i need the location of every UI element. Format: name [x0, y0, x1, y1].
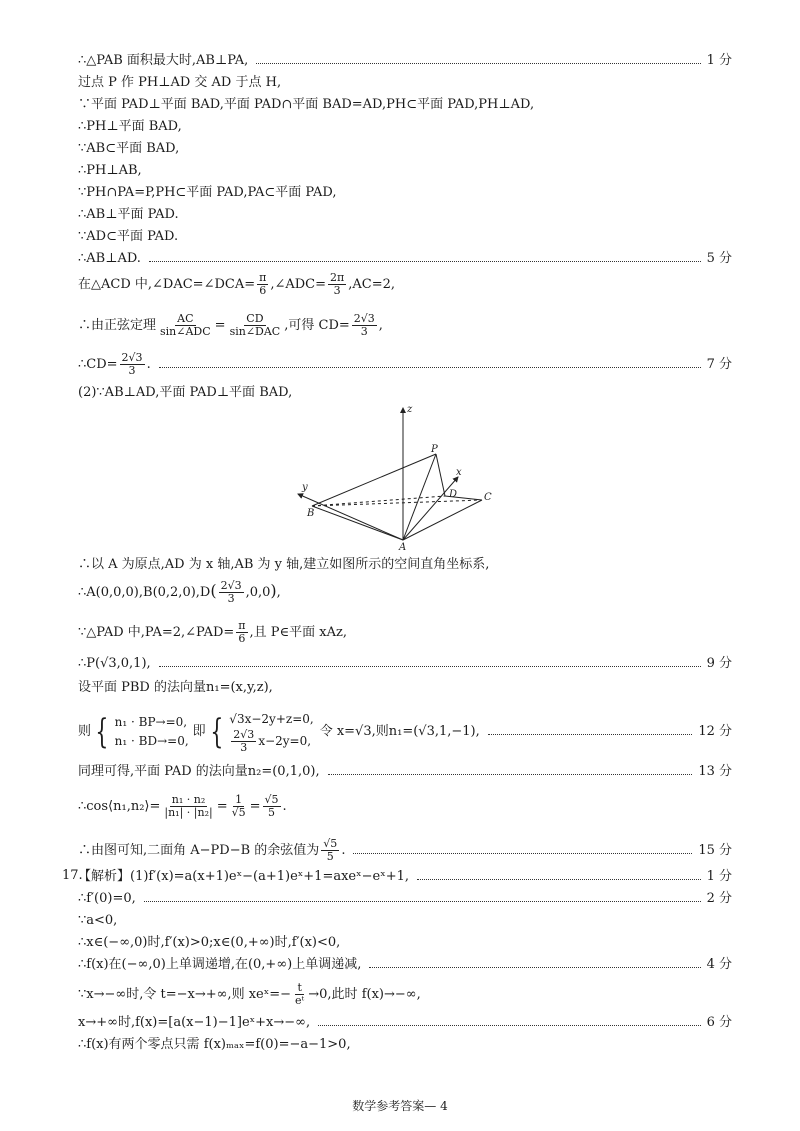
label-C: C	[484, 492, 492, 503]
score-mark: 2 分	[706, 891, 732, 906]
fraction: $\frac{1}{√5}$	[231, 793, 246, 819]
score-mark: 7 分	[706, 357, 732, 372]
line-23: ∴由图可知,二面角 A−PD−B 的余弦值为 $\frac{√5}{5}$ . 15 分	[78, 837, 732, 863]
line-29: ∵x→−∞时,令 t=−x→+∞,则 xeˣ=− $\frac{t}{\text{eᵗ}}$ →0,此时 f(x)→−∞,	[78, 981, 421, 1007]
line-30: x→+∞时,f(x)=[a(x−1)−1]eˣ+x→−∞, 6 分	[78, 1015, 732, 1030]
label-D: D	[449, 489, 458, 500]
score-mark: 1 分	[706, 53, 732, 68]
fraction: $\frac{AC}{\text{sin∠ADC}}$	[160, 312, 211, 338]
score-mark: 5 分	[706, 251, 732, 266]
fraction: $\frac{2√3}{3}$	[353, 312, 375, 338]
line-31: ∴f(x)有两个零点只需 f(x)ₘₐₓ=f(0)=−a−1>0,	[78, 1037, 351, 1052]
label-A: A	[399, 542, 407, 550]
line-20: 则 { n₁ · BP→=0, n₁ · BD→=0, 即 { √3x−2y+z=0, $\frac{2√3}{3}$ x−2y=0, 令 x=√3,则n₁=(√3,1,−1), 12 分	[78, 712, 732, 754]
fraction: $\frac{\pi}{6}$	[259, 271, 267, 297]
line-18: ∴P(√3,0,1), 9 分	[78, 656, 732, 671]
line-15: ∴以 A 为原点,AD 为 x 轴,AB 为 y 轴,建立如图所示的空间直角坐标系,	[78, 557, 490, 572]
line-11: 在△ACD 中,∠DAC=∠DCA= $\frac{\pi}{6}$ ,∠ADC= $\frac{2\pi}{3}$ ,AC=2,	[78, 271, 396, 297]
line-1: ∴△PAB 面积最大时,AB⊥PA, 1 分	[78, 53, 732, 68]
line-9: ∵AD⊂平面 PAD.	[78, 229, 179, 244]
line-8: ∴AB⊥平面 PAD.	[78, 207, 179, 222]
label-y: y	[302, 482, 308, 493]
score-mark: 1 分	[706, 869, 732, 884]
label-P: P	[431, 444, 438, 455]
fraction: $\frac{2\pi}{3}$	[330, 271, 345, 297]
edge-BA	[312, 506, 403, 540]
edge-BC	[312, 500, 482, 506]
fraction: $\frac{\text{n₁ · n₂}}{\text{|n₁| · |n₂|}}$	[164, 793, 213, 819]
line-10: ∴AB⊥AD. 5 分	[78, 251, 732, 266]
line-3: ∵平面 PAD⊥平面 BAD,平面 PAD∩平面 BAD=AD,PH⊂平面 PAD,PH⊥AD,	[78, 97, 535, 112]
page-footer: 数学参考答案— 4	[352, 1099, 448, 1113]
line-16: ∴A(0,0,0),B(0,2,0),D( $\frac{2√3}{3}$ ,0,0),	[78, 579, 281, 605]
label-z: z	[407, 404, 413, 415]
line-17: ∵△PAD 中,PA=2,∠PAD= $\frac{\pi}{6}$ ,且 P∈平面 xAz,	[78, 619, 347, 645]
label-x: x	[456, 467, 462, 478]
line-6: ∴PH⊥AB,	[78, 163, 142, 178]
edge-BP	[312, 454, 436, 506]
line-14: (2)∵AB⊥AD,平面 PAD⊥平面 BAD,	[78, 385, 293, 400]
line-21: 同理可得,平面 PAD 的法向量n₂=(0,1,0), 13 分	[78, 764, 732, 779]
label-B: B	[307, 508, 315, 519]
score-mark: 9 分	[706, 656, 732, 671]
question-number: 17.	[62, 868, 83, 883]
edge-AP	[403, 454, 436, 540]
score-mark: 12 分	[698, 724, 732, 739]
x-axis	[403, 477, 458, 540]
line-19: 设平面 PBD 的法向量n₁=(x,y,z),	[78, 680, 273, 695]
line-22: ∴cos⟨n₁,n₂⟩= $\frac{\text{n₁ · n₂}}{\text{|n₁| · |n₂|}}$ = $\frac{1}{√5}$ = $\frac{√5}{5}$ .	[78, 793, 287, 819]
line-7: ∵PH∩PA=P,PH⊂平面 PAD,PA⊂平面 PAD,	[78, 185, 337, 200]
score-mark: 4 分	[706, 957, 732, 972]
line-28: ∴f(x)在(−∞,0)上单调递增,在(0,+∞)上单调递减, 4 分	[78, 957, 732, 972]
line-24: 【解析】(1)f′(x)=a(x+1)eˣ−(a+1)eˣ+1=axeˣ−eˣ+1, 1 分	[78, 869, 732, 884]
fraction: $\frac{t}{\text{eᵗ}}$	[295, 981, 305, 1007]
line-5: ∵AB⊂平面 BAD,	[78, 141, 180, 156]
score-mark: 13 分	[698, 764, 732, 779]
fraction: $\frac{\pi}{6}$	[238, 619, 246, 645]
equation-system: { √3x−2y+z=0, $\frac{2√3}{3}$ x−2y=0,	[209, 712, 314, 754]
line-12: ∴由正弦定理 $\frac{AC}{\text{sin∠ADC}}$ = $\frac{CD}{\text{sin∠DAC}}$ ,可得 CD= $\frac{2√3}{3}$ ,	[78, 312, 383, 338]
line-13: ∴CD= $\frac{2√3}{3}$ . 7 分	[78, 351, 732, 377]
equation-system: { n₁ · BP→=0, n₁ · BD→=0,	[95, 712, 189, 752]
line-27: ∴x∈(−∞,0)时,f′(x)>0;x∈(0,+∞)时,f′(x)<0,	[78, 935, 341, 950]
line-2: 过点 P 作 PH⊥AD 交 AD 于点 H,	[78, 75, 282, 90]
line-25: ∴f′(0)=0, 2 分	[78, 891, 732, 906]
edge-PD	[436, 454, 445, 496]
fraction: $\frac{√5}{5}$	[323, 837, 338, 863]
score-mark: 6 分	[706, 1015, 732, 1030]
edge-AC	[403, 500, 482, 540]
line-26: ∵a<0,	[78, 913, 118, 928]
fraction: $\frac{√5}{5}$	[264, 793, 279, 819]
fraction: $\frac{2√3}{3}$	[233, 728, 255, 754]
coordinate-figure	[290, 402, 510, 550]
fraction: $\frac{CD}{\text{sin∠DAC}}$	[229, 312, 281, 338]
score-mark: 15 分	[698, 843, 732, 858]
fraction: $\frac{2√3}{3}$	[220, 579, 242, 605]
line-4: ∴PH⊥平面 BAD,	[78, 119, 182, 134]
fraction: $\frac{2√3}{3}$	[121, 351, 143, 377]
